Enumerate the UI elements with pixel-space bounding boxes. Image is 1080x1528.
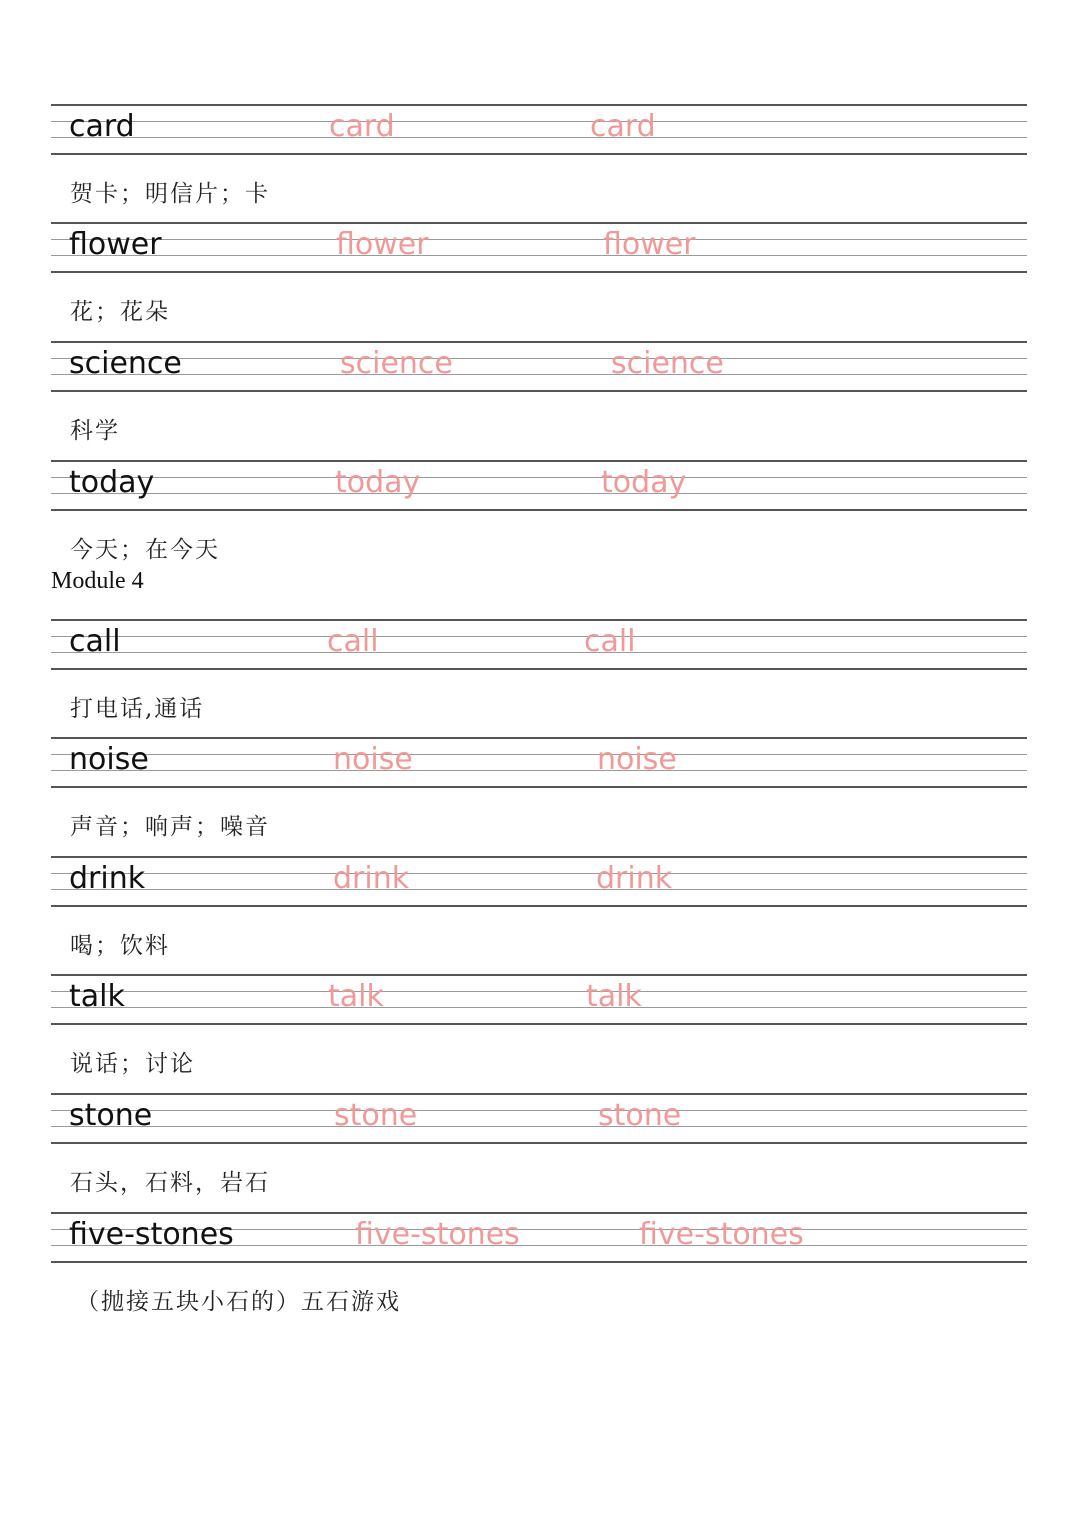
word-meaning: （抛接五块小石的）五石游戏 [76,1289,401,1315]
vocab-word: today [69,465,155,500]
writing-lines [51,341,1027,391]
vocab-word: card [69,109,135,144]
trace-word: flower [336,227,429,262]
trace-word: card [329,109,395,144]
vocab-word: drink [69,861,146,896]
trace-word: drink [596,861,673,896]
word-meaning: 声音；响声；噪音 [70,814,270,840]
trace-word: drink [333,861,410,896]
writing-lines [51,222,1027,272]
trace-word: science [340,346,453,381]
vocab-word: noise [69,742,149,777]
vocab-word: talk [69,979,125,1014]
vocab-word: science [69,346,182,381]
trace-word: stone [334,1098,418,1133]
word-meaning: 今天；在今天 [70,537,220,563]
module-heading: Module 4 [51,568,144,594]
writing-lines [51,1093,1027,1143]
word-meaning: 石头，石料，岩石 [70,1170,270,1196]
trace-word: today [335,465,421,500]
vocab-word: five-stones [69,1217,234,1252]
trace-word: flower [603,227,696,262]
vocab-word: stone [69,1098,153,1133]
trace-word: stone [598,1098,682,1133]
word-meaning: 打电话,通话 [70,696,205,722]
word-meaning: 说话；讨论 [70,1051,195,1077]
writing-lines [51,619,1027,669]
trace-word: noise [597,742,677,777]
writing-lines [51,460,1027,510]
trace-word: five-stones [639,1217,804,1252]
trace-word: call [327,624,379,659]
word-meaning: 花；花朵 [70,299,170,325]
writing-lines [51,974,1027,1024]
trace-word: five-stones [355,1217,520,1252]
trace-word: today [601,465,687,500]
writing-lines [51,856,1027,906]
vocab-word: flower [69,227,162,262]
trace-word: talk [586,979,642,1014]
trace-word: call [584,624,636,659]
word-meaning: 科学 [70,418,120,444]
vocab-word: call [69,624,121,659]
writing-lines [51,737,1027,787]
word-meaning: 贺卡；明信片；卡 [70,181,270,207]
trace-word: noise [333,742,413,777]
trace-word: card [590,109,656,144]
word-meaning: 喝；饮料 [70,933,170,959]
trace-word: talk [328,979,384,1014]
trace-word: science [611,346,724,381]
writing-lines [51,104,1027,154]
